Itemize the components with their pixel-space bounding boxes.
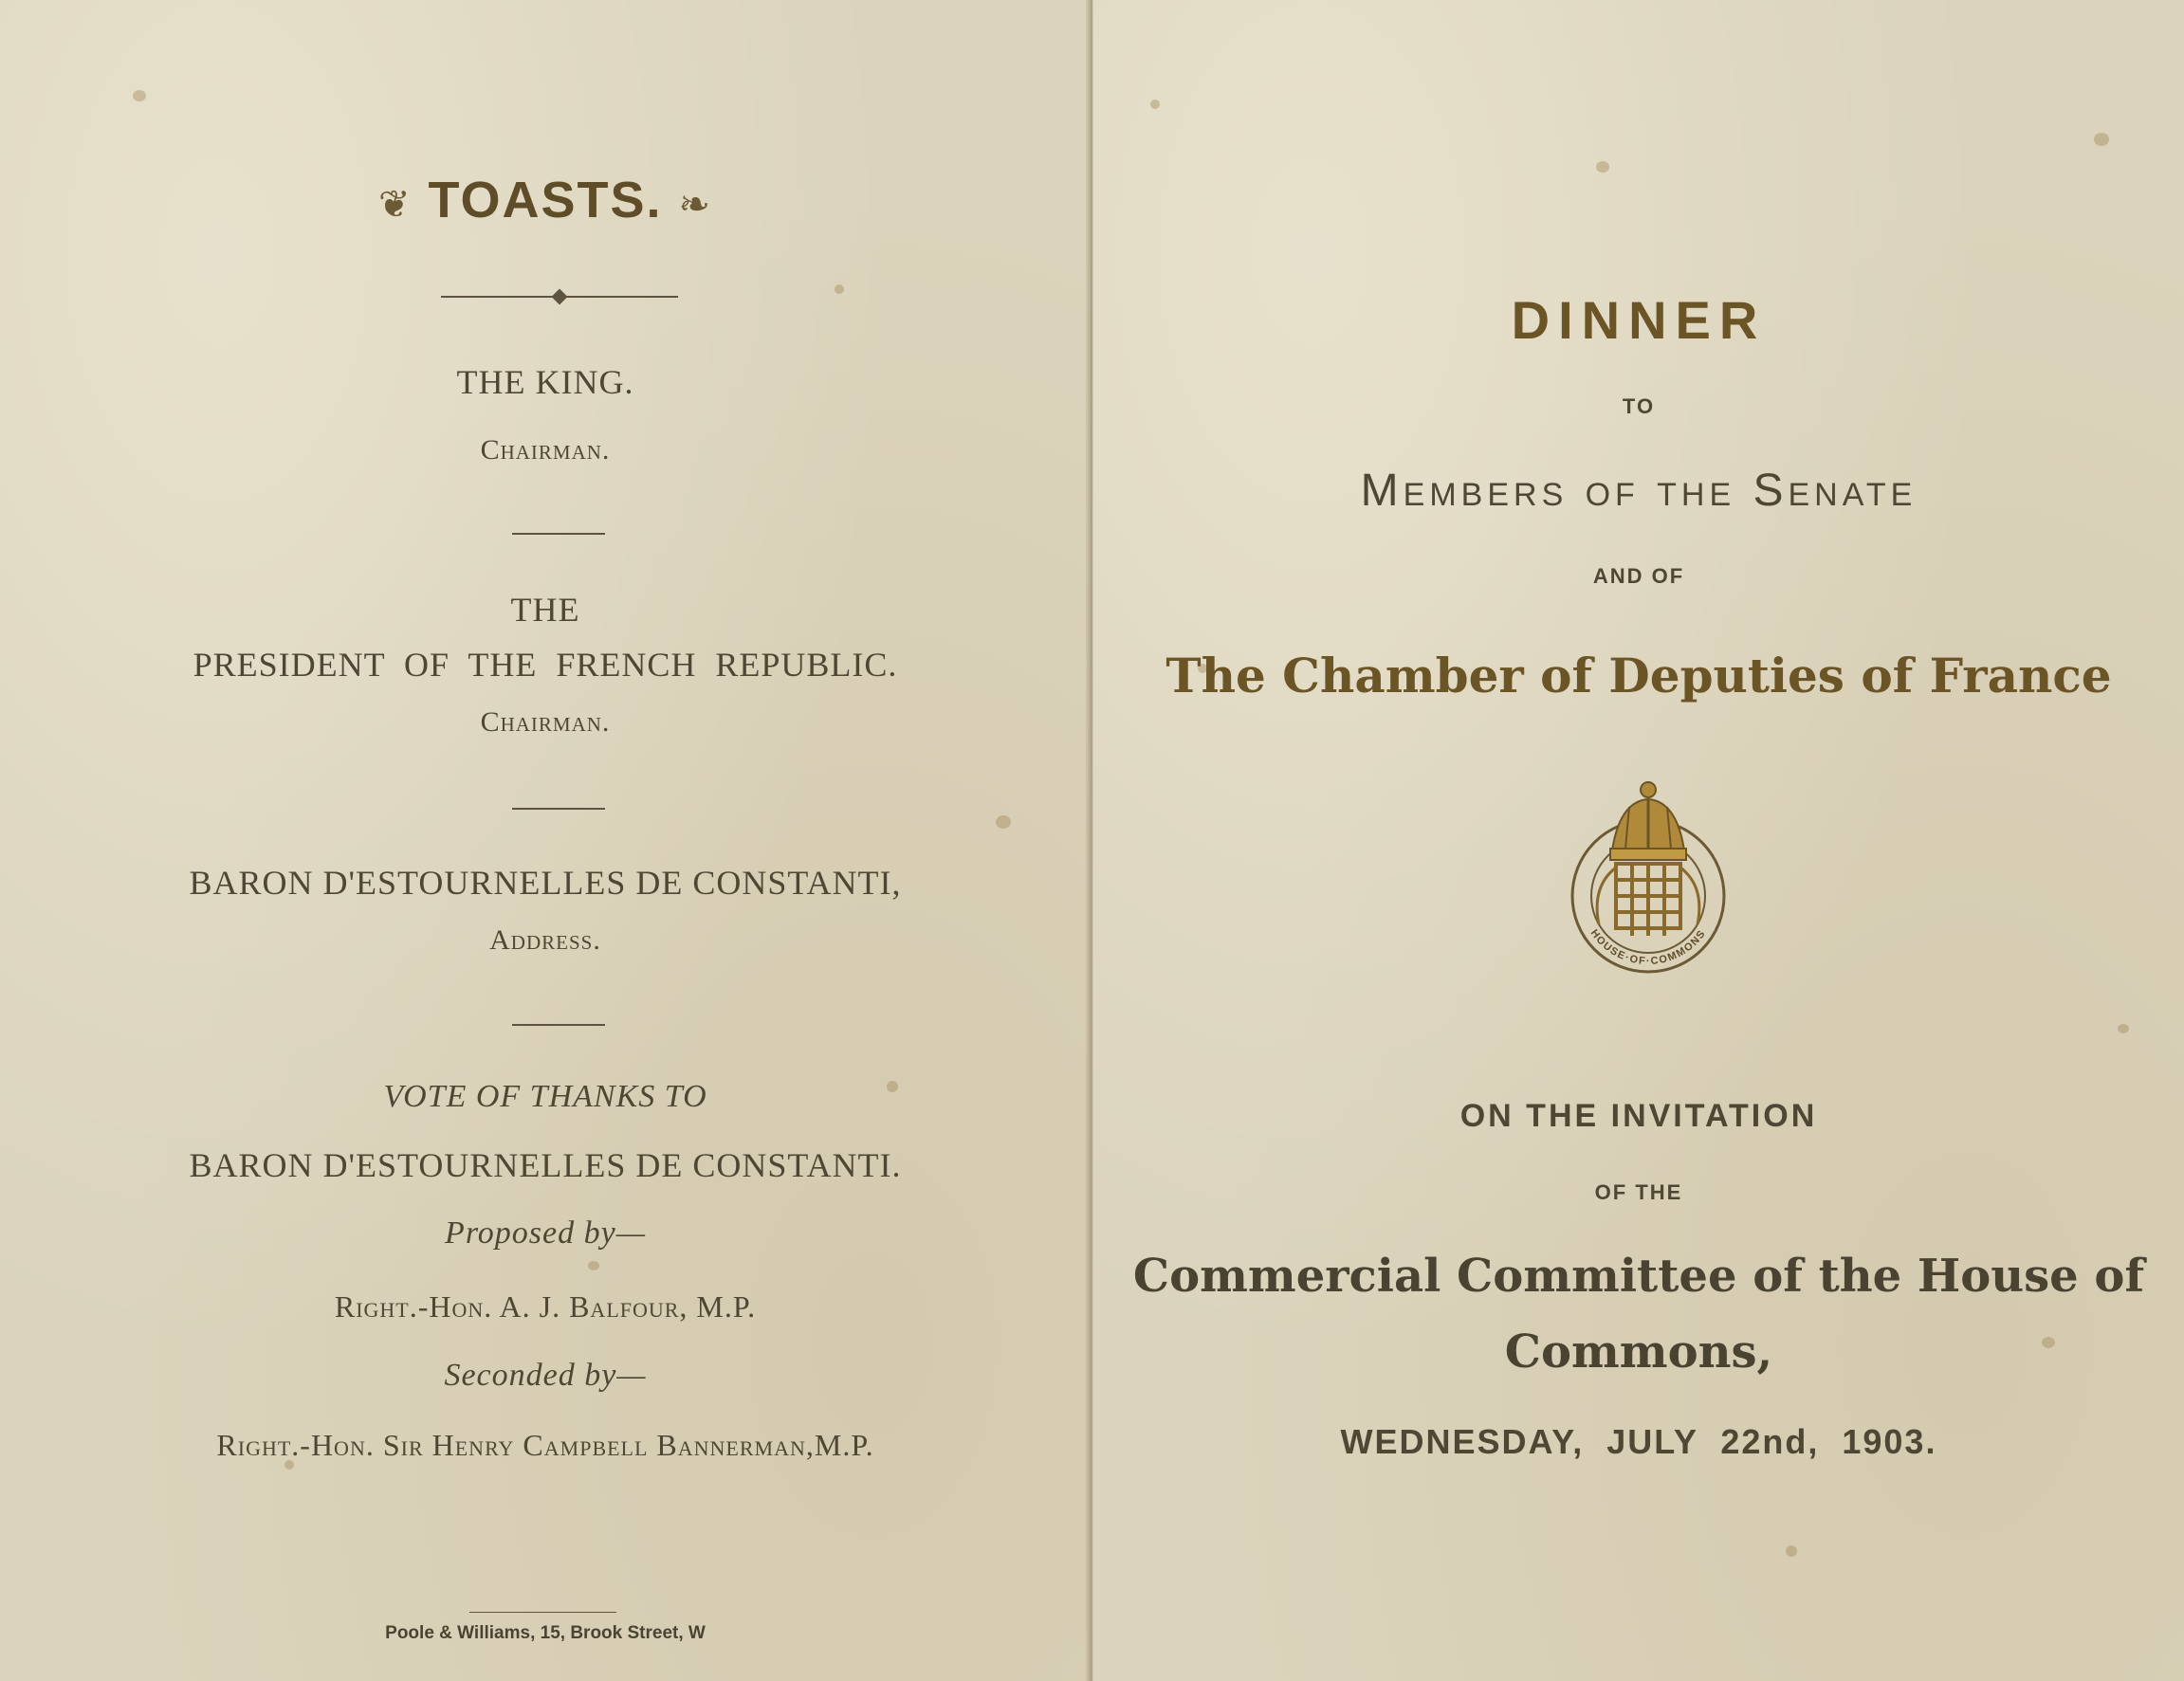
imprint-rule: [469, 1612, 616, 1613]
flourish-left-icon: ❦: [377, 184, 413, 226]
proposer-name: Right.-Hon. A. J. Balfour, M.P.: [334, 1289, 757, 1324]
committee-line2: Commons,: [1504, 1325, 1773, 1379]
cover-page: [1093, 0, 2184, 1681]
chamber-line: The Chamber of Deputies of France: [1165, 648, 2112, 703]
emblem-ring-text: HOUSE·OF·COMMONS: [1588, 927, 1709, 968]
dinner-date: WEDNESDAY, JULY 22nd, 1903.: [1340, 1422, 1937, 1461]
toast-president-line2: PRESIDENT OF THE FRENCH REPUBLIC.: [193, 646, 898, 684]
proposed-by-label: Proposed by—: [445, 1215, 646, 1251]
toasts-title: TOASTS.: [428, 172, 663, 228]
to-label: TO: [1622, 394, 1656, 418]
toast-baron: BARON D'ESTOURNELLES DE CONSTANTI,: [189, 864, 902, 902]
divider-diamond: [552, 289, 568, 305]
toasts-heading: [0, 171, 1091, 229]
and-of-label: AND OF: [1592, 564, 1685, 588]
seconded-by-label: Seconded by—: [444, 1358, 647, 1393]
vote-of-thanks-intro: VOTE OF THANKS TO: [383, 1079, 707, 1114]
toast-king-role: Chairman.: [480, 434, 611, 466]
committee-line1: Commercial Committee of the House of: [1132, 1250, 2145, 1303]
divider-rule: [512, 808, 605, 810]
portcullis-crown-emblem: [1553, 773, 1743, 981]
toast-president-line1: THE: [510, 591, 580, 629]
of-the-label: OF THE: [1594, 1180, 1683, 1204]
flourish-right-icon: ❧: [678, 184, 713, 226]
members-line: Members of the Senate: [1360, 466, 1918, 516]
invitation-line: ON THE INVITATION: [1459, 1098, 1818, 1134]
toast-president-role: Chairman.: [480, 706, 611, 738]
toast-baron-role: Address.: [489, 924, 601, 956]
toast-king: THE KING.: [456, 363, 634, 401]
printer-imprint: Poole & Williams, 15, Brook Street, W: [385, 1623, 706, 1643]
divider-rule: [512, 533, 605, 535]
vote-of-thanks-name: BARON D'ESTOURNELLES DE CONSTANTI.: [189, 1146, 902, 1184]
divider-rule: [512, 1024, 605, 1026]
dinner-title: DINNER: [1511, 290, 1767, 350]
seconder-name: Right.-Hon. Sir Henry Campbell Bannerman,M.P.: [216, 1428, 874, 1462]
